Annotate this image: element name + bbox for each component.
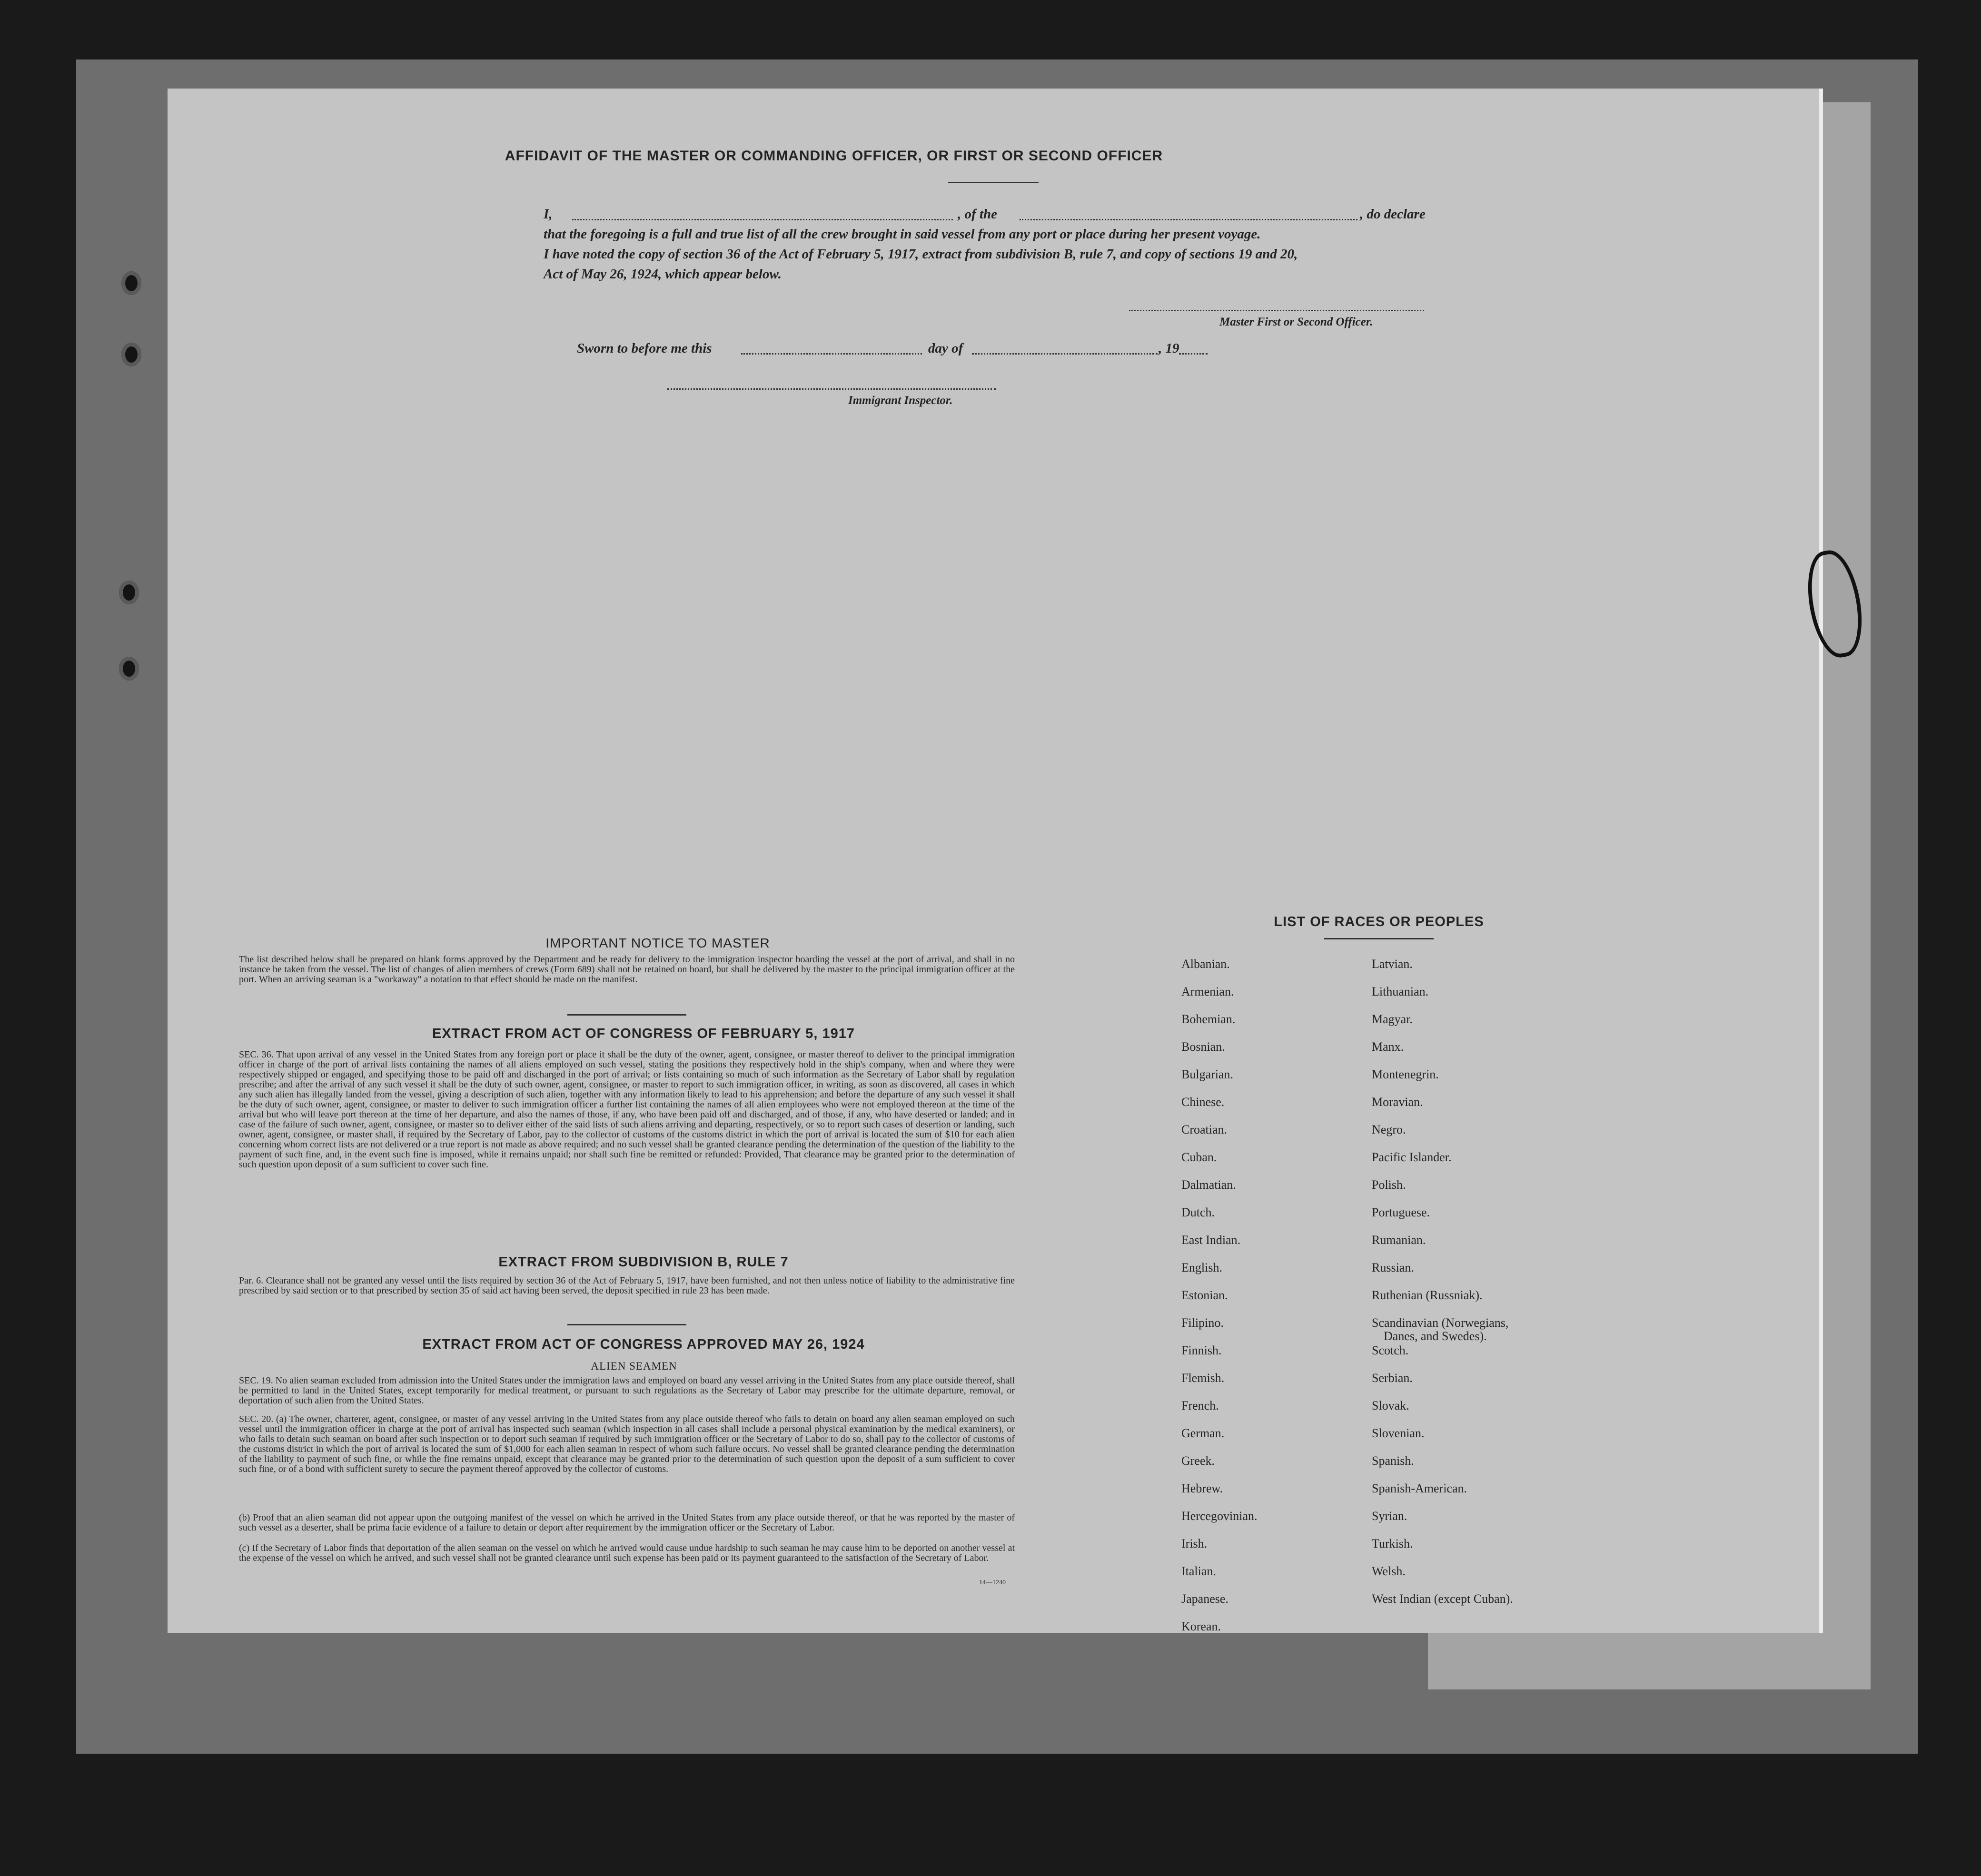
race-item: Spanish. [1372, 1454, 1414, 1468]
race-item: Portuguese. [1372, 1205, 1430, 1219]
inspector-caption: Immigrant Inspector. [848, 394, 953, 407]
race-item: Croatian. [1181, 1123, 1228, 1136]
affidavit-line-2: that the foregoing is a full and true list of all the crew brought in said vessel from any port or place during her present voyage. [544, 227, 1261, 242]
races-title: LIST OF RACES OR PEOPLES [1274, 914, 1484, 929]
race-item: Polish. [1372, 1178, 1406, 1192]
race-item: Hebrew. [1181, 1481, 1223, 1495]
master-signature-line [1129, 310, 1424, 311]
divider [1324, 938, 1434, 939]
sec-20c-text: (c) If the Secretary of Labor finds that deportation of the alien seaman on the vessel on which he arrived would cause undue hardship to such seaman he may cause him to be deported on another vessel at the expense of the vessel on which he arrived, and such vessel shall not be granted clearance until such expense has been paid or its payment guaranteed to the satisfaction of the Secretary of Labor. [239, 1543, 1015, 1563]
sworn-month-blank [972, 353, 1158, 355]
race-item: German. [1181, 1426, 1225, 1440]
subdivision-b-text: Par. 6. Clearance shall not be granted any vessel until the lists required by section 36 of the Act of February 5, 1917, have been furnished, and not then unless notice of liability to the administrative fine prescribed by said section or to that prescribed by section 35 of said act having been served, the deposit specified in rule 23 has been made. [239, 1275, 1015, 1296]
race-item: Turkish. [1372, 1537, 1413, 1550]
affidavit-i-label: I, [544, 207, 553, 222]
extract-1924-subtitle: ALIEN SEAMEN [591, 1360, 677, 1372]
sec-20b-text: (b) Proof that an alien seaman did not appear upon the outgoing manifest of the vessel on which he arrived in the United States from any place outside thereof, or that he was reported by the master of such vessel as a deserter, shall be prima facie evidence of a failure to detain or deport after requirement by the immigration officer or the Secretary of Labor. [239, 1512, 1015, 1533]
race-item: Japanese. [1181, 1592, 1228, 1606]
race-item: Scotch. [1372, 1343, 1409, 1357]
race-item: Greek. [1181, 1454, 1215, 1468]
race-item: Montenegrin. [1372, 1067, 1439, 1081]
sworn-label: Sworn to before me this [577, 341, 712, 356]
sworn-day-of: day of [928, 341, 963, 356]
document-page [168, 89, 1823, 1633]
race-item: Magyar. [1372, 1012, 1413, 1026]
race-item: Hercegovinian. [1181, 1509, 1258, 1523]
race-item: Slovak. [1372, 1399, 1409, 1412]
name-blank [572, 219, 953, 220]
inspector-signature-line [667, 388, 996, 390]
race-item: Finnish. [1181, 1343, 1222, 1357]
affidavit-of-the-label: , of the [958, 207, 997, 222]
race-item: Lithuanian. [1372, 985, 1429, 998]
race-item: Irish. [1181, 1537, 1208, 1550]
sworn-year-prefix: , 19 [1159, 341, 1179, 356]
divider [567, 1014, 686, 1016]
race-item: Chinese. [1181, 1095, 1225, 1109]
race-item: Danes, and Swedes). [1384, 1329, 1487, 1343]
notice-title: IMPORTANT NOTICE TO MASTER [545, 936, 770, 950]
extract-1924-title: EXTRACT FROM ACT OF CONGRESS APPROVED MAY 26, 1924 [422, 1337, 865, 1352]
race-item: Italian. [1181, 1564, 1216, 1578]
master-caption: Master First or Second Officer. [1219, 316, 1373, 328]
race-item: French. [1181, 1399, 1219, 1412]
affidavit-declaration-line [544, 207, 1615, 222]
race-item: Armenian. [1181, 985, 1234, 998]
extract-1917-text: SEC. 36. That upon arrival of any vessel in the United States from any foreign port or place it shall be the duty of the owner, agent, consignee, or master thereof to deliver to the principal immigration officer in charge of the port of arrival lists containing the names of all aliens employed on such vessel, stating the positions they respectively hold in the ship's company, when and where they were respectively shipped or engaged, and specifying those to be paid off and discharged in the port of arrival; or lists containing so much of such information as the Secretary of Labor shall by regulation prescribe; and after the arrival of any such vessel it shall be the duty of such owner, agent, consignee, or master to report to such immigration officer, in writing, as soon as discovered, all cases in which any such alien has illegally landed from the vessel, giving a description of such alien, together with any information likely to lead to his apprehension; and before the departure of any such vessel it shall be the duty of such owner, agent, consignee, or master to deliver to such immigration officer a further list containing the names of all alien employees who were not employed thereon at the time of the arrival but who will leave port thereon at the time of her departure, and also the names of those, if any, who have been paid off and discharged, and of those, if any, who have deserted or landed; and in case of the failure of such owner, agent, consignee, or master so to deliver either of the said lists of such aliens arriving and departing, respectively, or so to report such cases of desertion or landing, such owner, agent, consignee, or master shall, if required by the Secretary of Labor, pay to the collector of customs of the customs district in which the port of arrival is located the sum of $10 for each alien concerning whom correct lists are not delivered or a true report is not made as above required; and no such vessel shall be granted clearance pending the determination of the question of the liability to the payment of such fine, and, in the event such fine is imposed, while it remains unpaid; nor shall such fine be remitted or refunded: Provided, That clearance may be granted prior to the determination of such question upon deposit of a sum sufficient to cover such fine. [239, 1049, 1015, 1170]
race-item: Negro. [1372, 1123, 1406, 1136]
form-number: 14—1240 [979, 1579, 1006, 1586]
extract-1917-title: EXTRACT FROM ACT OF CONGRESS OF FEBRUARY 5, 1917 [432, 1026, 855, 1041]
sec-20a-text: SEC. 20. (a) The owner, charterer, agent, consignee, or master of any vessel arriving in the United States from any place outside thereof who fails to detain on board any alien seaman employed on such vessel until the immigration officer in charge at the port of arrival has inspected such seaman (which inspection in all cases shall include a personal physical examination by the medical examiners), or who fails to detain such seaman on board after such inspection or to deport such seaman if required by such immigration officer or the Secretary of Labor to do so, shall pay to the collector of customs of the customs district in which the port of arrival is located the sum of $1,000 for each alien seaman in respect of whom such failure occurs. No vessel shall be granted clearance pending the determination of the liability to payment of such fine, or while the fine remains unpaid, except that clearance may be granted prior to the determination of such question upon the deposit of a sum sufficient to cover such fine, or of a bond with sufficient surety to secure the payment thereof approved by the collector of customs. [239, 1414, 1015, 1474]
race-item: Estonian. [1181, 1288, 1228, 1302]
race-item: Serbian. [1372, 1371, 1413, 1385]
affidavit-do-declare: , do declare [1360, 207, 1426, 222]
race-item: Bohemian. [1181, 1012, 1236, 1026]
notice-text: The list described below shall be prepared on blank forms approved by the Department and be ready for delivery to the immigration inspector boarding the vessel at the port of arrival, and shall in no instance be taken from the vessel. The list of changes of alien members of crews (Form 689) shall not be retained on board, but shall be delivered by the master to the principal immigration officer at the port. When an arriving seaman is a "workaway" a notation to that effect should be made on the manifest. [239, 954, 1015, 985]
race-item: Korean. [1181, 1619, 1221, 1633]
race-item: Ruthenian (Russniak). [1372, 1288, 1483, 1302]
divider [948, 182, 1039, 183]
race-item: Filipino. [1181, 1316, 1224, 1330]
race-item: Scandinavian (Norwegians, [1372, 1316, 1509, 1330]
race-item: Cuban. [1181, 1150, 1217, 1164]
sworn-day-blank [741, 353, 922, 355]
race-item: West Indian (except Cuban). [1372, 1592, 1513, 1606]
race-item: Manx. [1372, 1040, 1404, 1054]
binder-hole [121, 343, 141, 366]
race-item: Dutch. [1181, 1205, 1215, 1219]
race-item: Dalmatian. [1181, 1178, 1236, 1192]
divider [567, 1324, 686, 1325]
race-item: Russian. [1372, 1261, 1414, 1274]
race-item: Latvian. [1372, 957, 1413, 971]
race-item: East Indian. [1181, 1233, 1241, 1247]
race-item: Pacific Islander. [1372, 1150, 1452, 1164]
binder-hole [119, 581, 139, 604]
race-item: Bulgarian. [1181, 1067, 1234, 1081]
race-item: Syrian. [1372, 1509, 1407, 1523]
race-item: Rumanian. [1372, 1233, 1426, 1247]
sec-19-text: SEC. 19. No alien seaman excluded from admission into the United States under the immigration laws and employed on board any vessel arriving in the United States from any place outside thereof, shall be permitted to land in the United States, except temporarily for medical treatment, or pursuant to such regulations as the Secretary of Labor may prescribe for the ultimate departure, removal, or deportation of such alien from the United States. [239, 1375, 1015, 1406]
race-item: Welsh. [1372, 1564, 1406, 1578]
race-item: Bosnian. [1181, 1040, 1225, 1054]
race-item: Moravian. [1372, 1095, 1423, 1109]
binder-hole [119, 657, 139, 681]
race-item: Flemish. [1181, 1371, 1225, 1385]
binder-hole [121, 271, 141, 295]
affidavit-line-3: I have noted the copy of section 36 of the Act of February 5, 1917, extract from subdivision B, rule 7, and copy of sections 19 and 20, [544, 247, 1298, 262]
race-item: English. [1181, 1261, 1222, 1274]
sworn-line [577, 341, 1243, 356]
affidavit-line-4: Act of May 26, 1924, which appear below. [544, 267, 782, 282]
vessel-blank [1020, 219, 1357, 220]
race-item: Spanish-American. [1372, 1481, 1467, 1495]
sworn-year-blank [1179, 353, 1208, 355]
race-item: Slovenian. [1372, 1426, 1425, 1440]
race-item: Albanian. [1181, 957, 1230, 971]
affidavit-title: AFFIDAVIT OF THE MASTER OR COMMANDING OFFICER, OR FIRST OR SECOND OFFICER [505, 148, 1163, 164]
subdivision-b-title: EXTRACT FROM SUBDIVISION B, RULE 7 [498, 1254, 789, 1270]
